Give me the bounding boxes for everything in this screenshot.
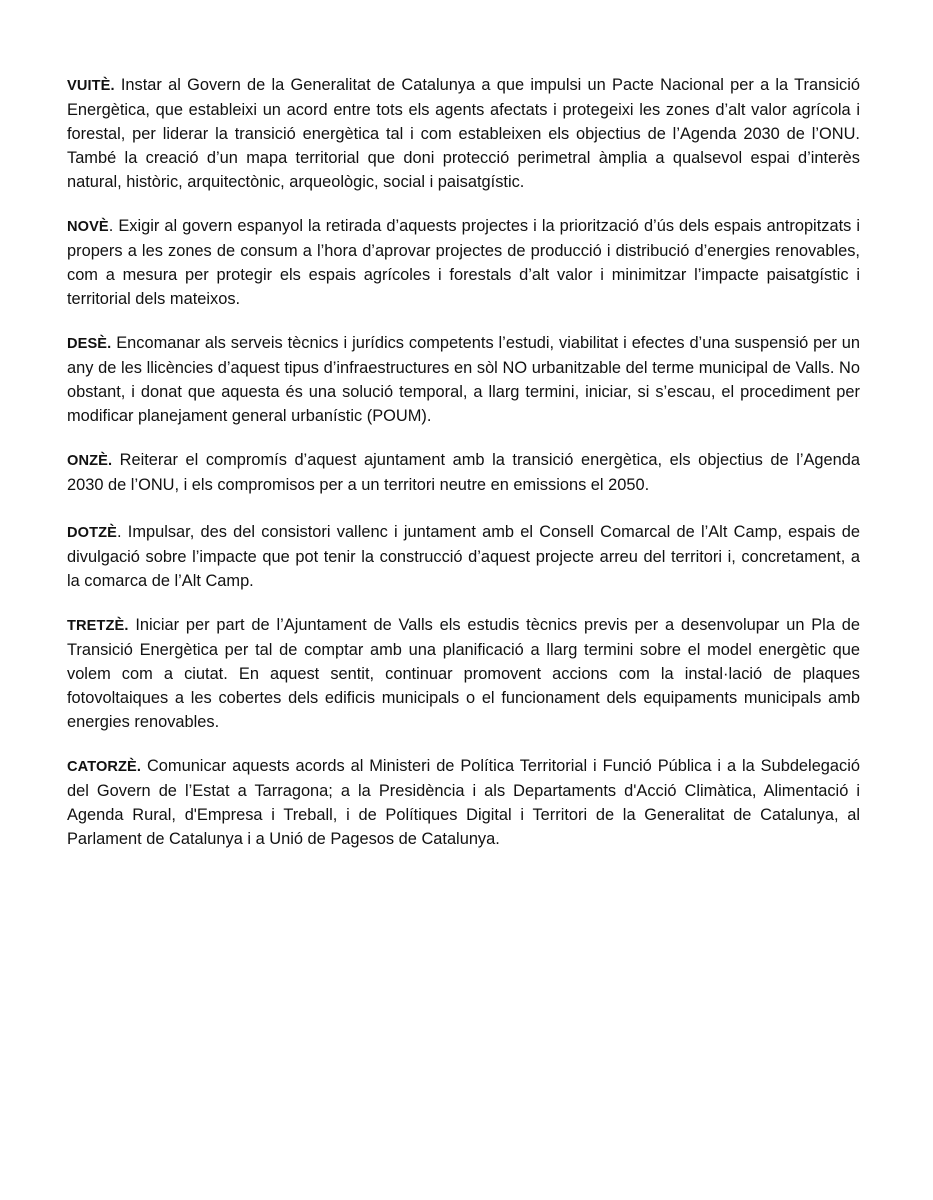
paragraph-text: Iniciar per part de l’Ajuntament de Valls els estudis tècnics previs per a desenvolupar un Pla de Transició Energètica per tal de comptar amb una planificació a llarg termini sobre el model energètic que volem com a ciutat. En aquest sentit, continuar promovent accions com la instal·lació de plaques fotovoltaiques a les cobertes dels edificis municipals o el funcionament dels equipaments municipals amb energies renovables. bbox=[67, 616, 860, 731]
paragraph-heading: VUITÈ. bbox=[67, 78, 115, 94]
paragraph-heading: DOTZÈ bbox=[67, 525, 117, 541]
paragraph-catorze bbox=[67, 754, 860, 851]
paragraph-heading: DESÈ. bbox=[67, 336, 112, 352]
paragraph-text: Comunicar aquests acords al Ministeri de Política Territorial i Funció Pública i a la Subdelegació del Govern de l’Estat a Tarragona; a la Presidència i als Departaments d'Acció Climàtica, Alimentació i Agenda Rural, d'Empresa i Treball, i de Polítiques Digital i Territori de la Generalitat de Catalunya, al Parlament de Catalunya i a Unió de Pagesos de Catalunya. bbox=[67, 757, 860, 848]
document-page bbox=[67, 73, 860, 871]
paragraph-text: Instar al Govern de la Generalitat de Catalunya a que impulsi un Pacte Nacional per a la Transició Energètica, que estableixi un acord entre tots els agents afectats i protegeixi les zones d’alt valor agrícola i forestal, per liderar la transició energètica tal i com estableixen els objectius de l’Agenda 2030 de l’ONU. També la creació d’un mapa territorial que doni protecció perimetral àmplia a qualsevol espai d’interès natural, històric, arquitectònic, arqueològic, social i paisatgístic. bbox=[67, 76, 860, 191]
paragraph-tretze bbox=[67, 613, 860, 734]
paragraph-heading: NOVÈ bbox=[67, 219, 109, 235]
paragraph-text: . Exigir al govern espanyol la retirada d’aquests projectes i la priorització d’ús dels espais antropitzats i propers a les zones de consum a l’hora d’aprovar projectes de producció i distribució d’energies renovables, com a mesura per protegir els espais agrícoles i forestals d’alt valor i minimitzar l’impacte paisatgístic i territorial dels mateixos. bbox=[67, 217, 860, 308]
paragraph-text: Reiterar el compromís d’aquest ajuntament amb la transició energètica, els objectius de l’Agenda 2030 de l’ONU, i els compromisos per a un territori neutre en emissions el 2050. bbox=[67, 451, 860, 494]
paragraph-text: . Impulsar, des del consistori vallenc i juntament amb el Consell Comarcal de l’Alt Camp, espais de divulgació sobre l’impacte que pot tenir la construcció d’aquest projecte arreu del territori i, concretament, a la comarca de l’Alt Camp. bbox=[67, 523, 860, 590]
paragraph-text: Encomanar als serveis tècnics i jurídics competents l’estudi, viabilitat i efectes d’una suspensió per un any de les llicències d’aquest tipus d’infraestructures en sòl NO urbanitzable del terme municipal de Valls. No obstant, i donat que aquesta és una solució temporal, a llarg termini, iniciar, si s’escau, el procediment per modificar planejament general urbanístic (POUM). bbox=[67, 334, 860, 425]
paragraph-vuite bbox=[67, 73, 860, 194]
paragraph-dotze bbox=[67, 520, 860, 593]
paragraph-onze bbox=[67, 448, 860, 497]
paragraph-heading: CATORZÈ. bbox=[67, 759, 142, 775]
paragraph-nove bbox=[67, 214, 860, 311]
paragraph-heading: ONZÈ. bbox=[67, 453, 113, 469]
paragraph-heading: TRETZÈ. bbox=[67, 618, 129, 634]
paragraph-dese bbox=[67, 331, 860, 428]
